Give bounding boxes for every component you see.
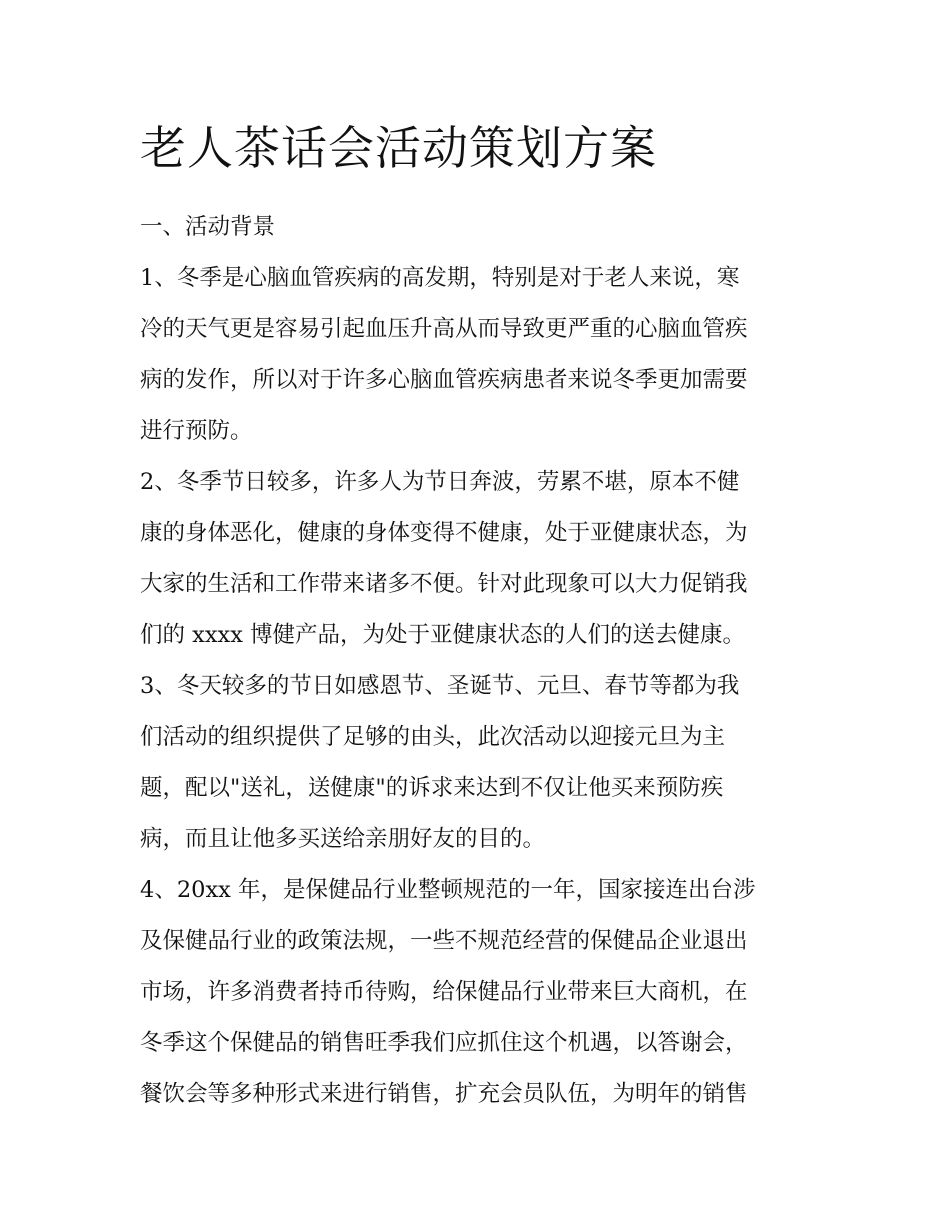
paragraph-line: 餐饮会等多种形式来进行销售，扩充会员队伍，为明年的销售	[140, 1081, 748, 1107]
paragraph-line: 1、冬季是心脑血管疾病的高发期，特别是对于老人来说，寒	[140, 265, 740, 291]
paragraph-line: 及保健品行业的政策法规，一些不规范经营的保健品企业退出	[140, 928, 748, 954]
paragraph-line: 病的发作，所以对于许多心脑血管疾病患者来说冬季更加需要	[140, 367, 748, 393]
paragraph-line: 们活动的组织提供了足够的由头，此次活动以迎接元旦为主	[140, 724, 726, 750]
paragraph-line: 病，而且让他多买送给亲朋好友的目的。	[140, 826, 546, 852]
document-body	[140, 202, 820, 1120]
paragraph-line: 4、20xx 年，是保健品行业整顿规范的一年，国家接连出台涉	[140, 877, 756, 903]
paragraph-line: 2、冬季节日较多，许多人为节日奔波，劳累不堪，原本不健	[140, 469, 740, 495]
paragraph-line: 进行预防。	[140, 418, 253, 444]
paragraph-line: 们的 xxxx 博健产品，为处于亚健康状态的人们的送去健康。	[140, 622, 746, 648]
section-heading-background: 一、活动背景	[140, 214, 276, 240]
paragraph-line: 题，配以"送礼，送健康"的诉求来达到不仅让他买来预防疾	[140, 775, 724, 801]
paragraph-line: 冷的天气更是容易引起血压升高从而导致更严重的心脑血管疾	[140, 316, 748, 342]
paragraph-line: 3、冬天较多的节日如感恩节、圣诞节、元旦、春节等都为我	[140, 673, 740, 699]
paragraph-line: 康的身体恶化，健康的身体变得不健康，处于亚健康状态，为	[140, 520, 748, 546]
paragraph-line: 大家的生活和工作带来诸多不便。针对此现象可以大力促销我	[140, 571, 748, 597]
document-title: 老人茶话会活动策划方案	[140, 121, 657, 175]
paragraph-line: 冬季这个保健品的销售旺季我们应抓住这个机遇，以答谢会，	[140, 1030, 748, 1056]
paragraph-line: 市场，许多消费者持币待购，给保健品行业带来巨大商机，在	[140, 979, 748, 1005]
